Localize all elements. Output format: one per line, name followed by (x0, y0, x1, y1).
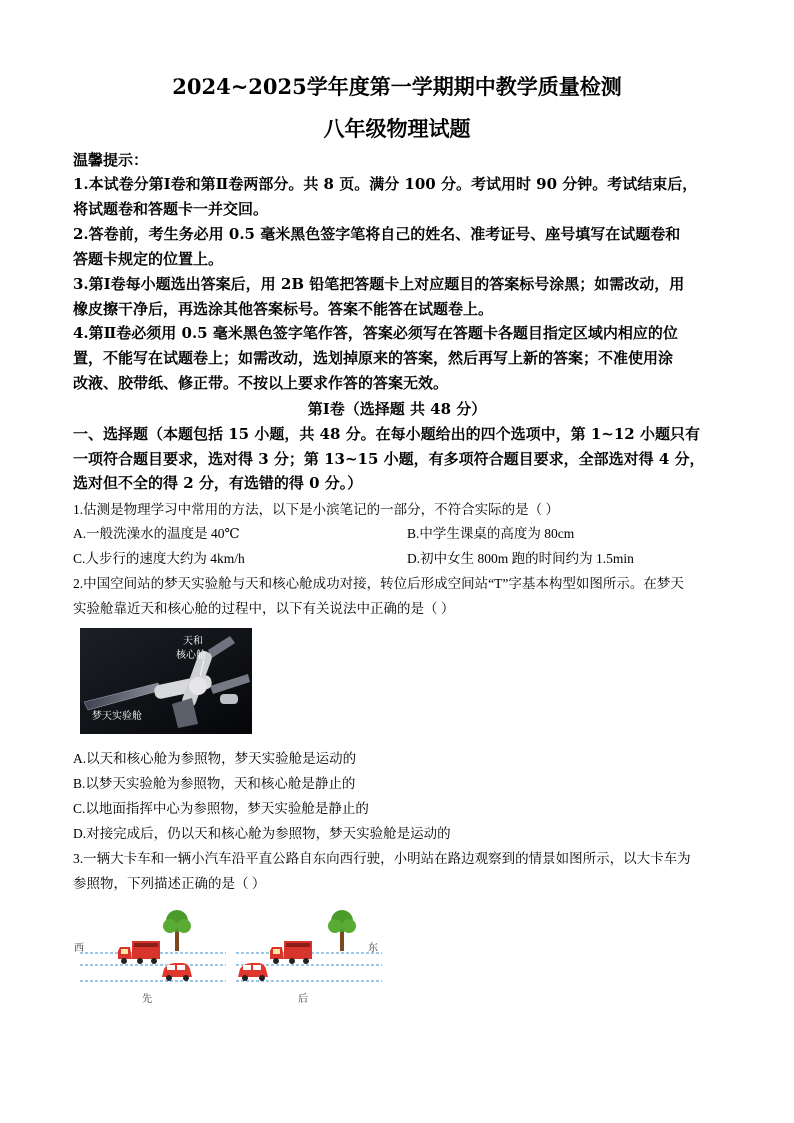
exam-title: 2024~2025学年度第一学期期中教学质量检测 (172, 74, 622, 99)
scene-before (80, 910, 226, 1005)
section-instruction: 一、选择题（本题包括 15 小题，共 48 分。在每小题给出的四个选项中，第 1~12 小题只有 (73, 425, 700, 443)
notice-heading: 温馨提示： (73, 151, 149, 169)
question-2-stem: 2.中国空间站的梦天实验舱与天和核心舱成功对接，转位后形成空间站“T”字基本构型如图所示。在梦天 (73, 576, 684, 591)
notice-line: 2.答卷前，考生务必用 0.5 毫米黑色签字笔将自己的姓名、准考证号、座号填写在试题卷和 (73, 225, 681, 243)
section-instruction: 选对但不全的得 2 分，有选错的得 0 分。） (73, 474, 363, 492)
q2-option-d: D.对接完成后，仍以天和核心舱为参照物，梦天实验舱是运动的 (73, 826, 451, 841)
notice-line: 将试题卷和答题卡一并交回。 (73, 200, 269, 218)
question-3-stem: 参照物，下列描述正确的是（ ） (73, 876, 266, 891)
truck-car-figure (70, 905, 390, 1005)
truck-icon (118, 941, 160, 964)
q1-option-a: A.一般洗澡水的温度是 40℃ (73, 526, 240, 541)
space-station-figure (80, 628, 252, 734)
q2-option-c: C.以地面指挥中心为参照物，梦天实验舱是静止的 (73, 801, 369, 816)
label-mengtian: 梦天实验舱 (92, 711, 142, 722)
truck-icon (270, 941, 312, 964)
section-title: 第Ⅰ卷（选择题 共 48 分） (307, 400, 487, 418)
notice-line: 答题卡规定的位置上。 (73, 250, 224, 268)
question-3-stem: 3.一辆大卡车和一辆小汽车沿平直公路自东向西行驶，小明站在路边观察到的情景如图所示，以大卡车为 (73, 851, 691, 866)
q2-option-b: B.以梦天实验舱为参照物，天和核心舱是静止的 (73, 776, 356, 791)
label-before: 先 (142, 994, 152, 1005)
section-instruction: 一项符合题目要求，选对得 3 分；第 13~15 小题，有多项符合题目要求，全部选对得 4 分， (73, 450, 705, 468)
notice-line: 改液、胶带纸、修正带。不按以上要求作答的答案无效。 (73, 374, 449, 392)
label-tianhe-1: 天和 (183, 636, 203, 647)
notice-line: 置，不能写在试题卷上；如需改动，选划掉原来的答案，然后再写上新的答案；不准使用涂 (73, 349, 674, 367)
question-1-stem: 1.估测是物理学习中常用的方法，以下是小滨笔记的一部分，不符合实际的是（ ） (73, 502, 559, 517)
q1-option-c: C.人步行的速度大约为 4km/h (73, 551, 245, 566)
label-east: 东 (368, 943, 378, 954)
q2-option-a: A.以天和核心舱为参照物，梦天实验舱是运动的 (73, 751, 357, 766)
exam-subtitle: 八年级物理试题 (323, 116, 471, 141)
label-tianhe-2: 核心舱 (176, 650, 206, 661)
tree-trunk (340, 931, 344, 951)
notice-line: 1.本试卷分第Ⅰ卷和第Ⅱ卷两部分。共 8 页。满分 100 分。考试用时 90 分钟。考试结束后， (73, 175, 698, 193)
tree-trunk (175, 931, 179, 951)
label-after: 后 (298, 994, 308, 1005)
car-icon (162, 963, 192, 981)
notice-line: 4.第Ⅱ卷必须用 0.5 毫米黑色签字笔作答，答案必须写在答题卡各题目指定区域内相应的位 (73, 324, 678, 342)
label-west: 西 (74, 943, 84, 954)
q1-option-b: B.中学生课桌的高度为 80cm (407, 526, 575, 541)
q1-option-d: D.初中女生 800m 跑的时间约为 1.5min (407, 551, 634, 566)
scene-after (236, 910, 382, 1005)
notice-line: 橡皮擦干净后，再选涂其他答案标号。答案不能答在试题卷上。 (73, 300, 494, 318)
notice-line: 3.第Ⅰ卷每小题选出答案后，用 2B 铅笔把答题卡上对应题目的答案标号涂黑；如需改动，用 (73, 275, 685, 293)
car-icon (238, 963, 268, 981)
question-2-stem: 实验舱靠近天和核心舱的过程中，以下有关说法中正确的是（ ） (73, 601, 455, 616)
